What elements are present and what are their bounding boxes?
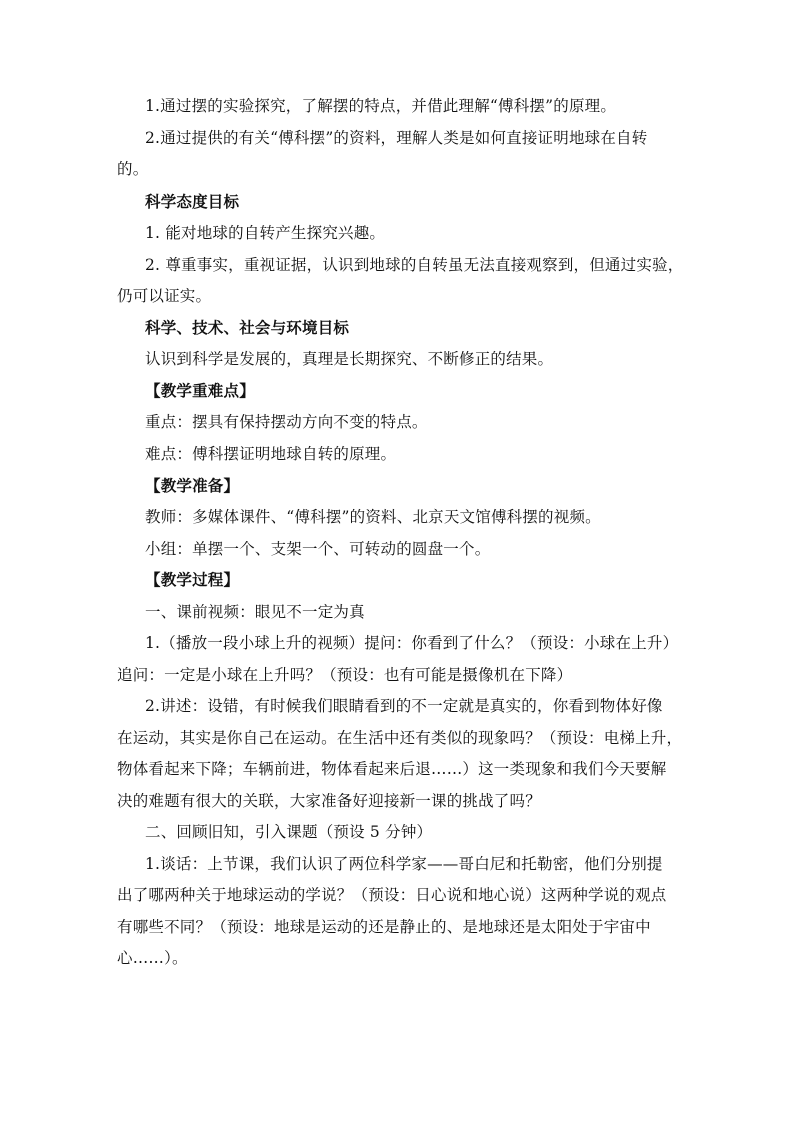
section-heading-key-points: 【教学重难点】 <box>145 381 255 400</box>
key-point-line: 重点：摆具有保持摆动方向不变的特点。 <box>145 413 428 431</box>
section-heading-sts: 科学、技术、社会与环境目标 <box>145 318 350 337</box>
group-preparation-line: 小组：单摆一个、支架一个、可转动的圆盘一个。 <box>145 540 491 558</box>
goal-line-1: 1.通过摆的实验探究，了解摆的特点，并借此理解“傅科摆”的原理。 <box>145 97 617 115</box>
process-part-2-line-1-continued-a: 出了哪两种关于地球运动的学说？（预设：日心说和地心说）这两种学说的观点 <box>117 886 667 904</box>
difficult-point-line: 难点：傅科摆证明地球自转的原理。 <box>145 445 397 463</box>
process-part-1-heading: 一、课前视频：眼见不一定为真 <box>145 603 365 621</box>
process-line-1-continued: 追问：一定是小球在上升吗？（预设：也有可能是摄像机在下降） <box>117 666 573 684</box>
process-part-2-line-1-continued-b: 有哪些不同？（预设：地球是运动的还是静止的、是地球还是太阳处于宇宙中 <box>117 918 651 936</box>
goal-line-2: 2.通过提供的有关“傅科摆”的资料，理解人类是如何直接证明地球在自转 <box>145 129 648 147</box>
process-line-2-continued-c: 决的难题有很大的关联，大家准备好迎接新一课的挑战了吗？ <box>117 792 541 810</box>
attitude-item-1: 1. 能对地球的自转产生探究兴趣。 <box>145 224 386 242</box>
section-heading-attitude: 科学态度目标 <box>145 192 240 211</box>
process-line-2-continued-b: 物体看起来下降；车辆前进，物体看起来后退……）这一类现象和我们今天要解 <box>117 760 667 778</box>
process-part-2-line-1: 1.谈话：上节课，我们认识了两位科学家——哥白尼和托勒密，他们分别提 <box>145 855 663 873</box>
teacher-preparation-line: 教师：多媒体课件、“傅科摆”的资料、北京天文馆傅科摆的视频。 <box>145 508 601 526</box>
sts-line: 认识到科学是发展的，真理是长期探究、不断修正的结果。 <box>145 350 554 368</box>
attitude-item-2: 2. 尊重事实，重视证据，认识到地球的自转虽无法直接观察到，但通过实验， <box>145 256 684 274</box>
section-heading-process: 【教学过程】 <box>145 570 240 589</box>
process-part-2-line-1-continued-c: 心……）。 <box>117 949 188 967</box>
process-part-2-heading: 二、回顾旧知，引入课题（预设 5 分钟） <box>145 823 433 841</box>
process-line-2-continued-a: 在运动，其实是你自己在运动。在生活中还有类似的现象吗？（预设：电梯上升， <box>117 729 683 747</box>
section-heading-preparation: 【教学准备】 <box>145 476 240 495</box>
process-line-2: 2.讲述：设错，有时候我们眼睛看到的不一定就是真实的，你看到物体好像 <box>145 697 663 715</box>
attitude-item-2-continued: 仍可以证实。 <box>117 287 212 305</box>
process-line-1: 1.（播放一段小球上升的视频）提问：你看到了什么？（预设：小球在上升） <box>145 634 679 652</box>
goal-line-2-continued: 的。 <box>117 160 149 178</box>
